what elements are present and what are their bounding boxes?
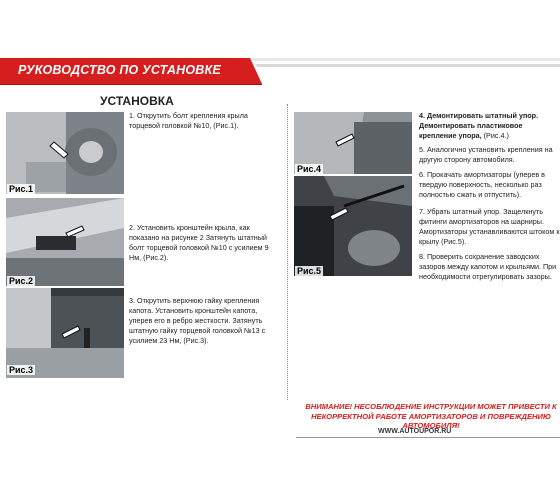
warning-text: ВНИМАНИЕ! НЕСОБЛЮДЕНИЕ ИНСТРУКЦИИ МОЖЕТ ПРИВЕСТИ К НЕКОРРЕКТНОЙ РАБОТЕ АМОРТИЗАТОРОВ И ПОВРЕЖДЕНИЮ АВТОМОБИЛЯ!	[305, 402, 557, 430]
step-2-text: 2. Установить кронштейн крыла, как показано на рисунке 2 Затянуть штатный болт торцевой головкой №10 с усилием 9 Нм, (Рис.2).	[129, 223, 269, 262]
figure-5-photo	[294, 176, 412, 276]
step-4-rest: (Рис.4.)	[481, 131, 509, 140]
figure-3-label: Рис.3	[9, 365, 34, 375]
figure-5-label: Рис.5	[297, 266, 322, 276]
figure-1-label: Рис.1	[9, 184, 34, 194]
step-6-text: 6. Прокачать амортизаторы (уперев в твердую поверхность, несколько раз полностью сжать и отпустить).	[419, 170, 546, 199]
figure-2-label: Рис.2	[9, 276, 34, 286]
step-4-bold: 4. Демонтировать штатный упор. Демонтировать пластиковое крепление упора,	[419, 111, 539, 140]
website-link[interactable]: WWW.AUTOUPOR.RU	[378, 428, 452, 435]
figure-1-photo	[6, 112, 124, 194]
footer-rule	[296, 437, 560, 438]
step-3-text: 3. Открутить верхнюю гайку крепления капота. Установить кронштейн капота, уперев его в ребро жесткости. Затянуть штатную гайку торцевой головкой №13 с усилием 23 Нм, (Рис.3).	[129, 296, 266, 345]
banner-title: РУКОВОДСТВО ПО УСТАНОВКЕ	[18, 63, 221, 77]
column-divider	[287, 104, 289, 400]
header-banner	[0, 56, 560, 86]
section-title: УСТАНОВКА	[100, 94, 174, 108]
step-5-text: 5. Аналогично установить крепления на другую сторону автомобиля.	[419, 145, 553, 164]
figure-2-photo	[6, 198, 124, 286]
step-8-text: 8. Проверить сохранение заводских зазоров между капотом и крыльями. При необходимости отрегулировать зазоры.	[419, 252, 557, 281]
figure-4-label: Рис.4	[297, 164, 322, 174]
step-1-text: 1. Открутить болт крепления крыла торцевой головкой №10, (Рис.1).	[129, 111, 248, 130]
step-7-text: 7. Убрать штатный упор. Защелкнуть фитинги амортизаторов на шарниры. Амортизаторы устанавливаются штоком к крылу (Рис.5).	[419, 207, 560, 246]
step-4-text	[419, 111, 560, 141]
